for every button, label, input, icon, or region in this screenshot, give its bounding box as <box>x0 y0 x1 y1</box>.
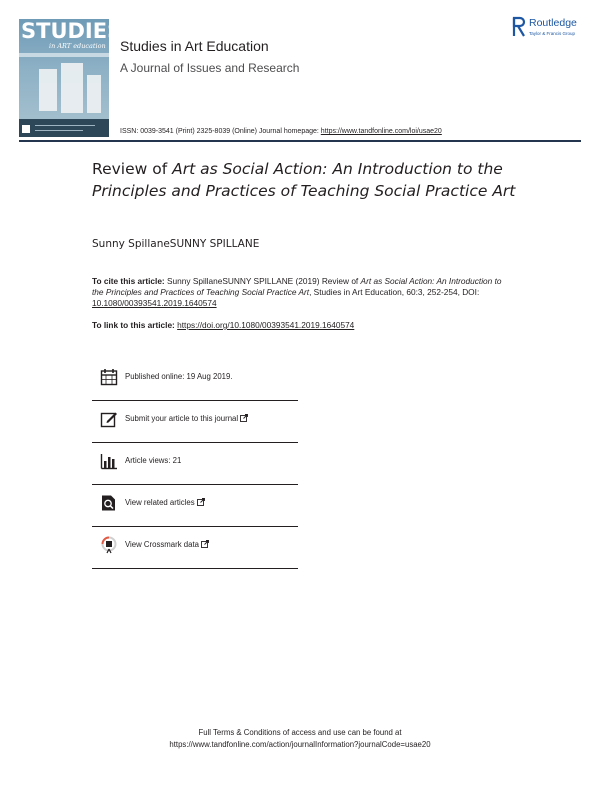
footer-terms-url[interactable]: https://www.tandfonline.com/action/journalInformation?journalCode=usae20 <box>169 740 431 749</box>
issn-line <box>120 128 442 135</box>
external-link-icon <box>240 414 248 422</box>
bar-chart-icon <box>100 452 118 470</box>
journal-subtitle: A Journal of Issues and Research <box>120 61 300 75</box>
citation-text-before: Sunny SpillaneSUNNY SPILLANE (2019) Review of <box>164 276 361 286</box>
publisher-name: Routledge <box>529 17 577 29</box>
journal-title: Studies in Art Education <box>120 38 269 54</box>
submit-article-row[interactable] <box>92 401 298 443</box>
crossmark-icon <box>100 536 118 554</box>
related-articles-row[interactable] <box>92 485 298 527</box>
crossmark-link[interactable]: View Crossmark data <box>125 540 209 549</box>
citation-block <box>92 276 512 309</box>
article-title <box>92 158 532 202</box>
issn-text: ISSN: 0039-3541 (Print) 2325-8039 (Online) Journal homepage: <box>120 128 321 135</box>
cover-band <box>19 53 109 57</box>
publisher-tagline: Taylor & Francis Group <box>529 31 576 36</box>
article-title-prefix: Review of <box>92 160 173 178</box>
citation-text-after: , Studies in Art Education, 60:3, 252-254, DOI: <box>309 287 480 297</box>
published-online-row <box>92 359 298 401</box>
cover-footer <box>19 119 109 137</box>
header-divider <box>19 140 581 142</box>
cover-artwork-panel <box>87 75 101 113</box>
cover-artwork-panel <box>39 69 57 111</box>
journal-cover-image <box>19 19 123 137</box>
submit-article-link[interactable]: Submit your article to this journal <box>125 414 248 423</box>
search-document-icon <box>100 494 118 512</box>
cover-subtitle: in ART education <box>49 42 106 50</box>
footer-terms-text: Full Terms & Conditions of access and use can be found at <box>198 728 402 737</box>
article-doi-url[interactable]: https://doi.org/10.1080/00393541.2019.1640574 <box>177 320 355 330</box>
article-views-row <box>92 443 298 485</box>
routledge-logo-icon <box>512 16 526 38</box>
cover-title: STUDIES <box>21 19 123 43</box>
published-online-text: Published online: 19 Aug 2019. <box>125 372 233 381</box>
edit-icon <box>100 410 118 428</box>
crossmark-row[interactable] <box>92 527 298 569</box>
article-author: Sunny SpillaneSUNNY SPILLANE <box>92 238 260 250</box>
doi-link[interactable]: 10.1080/00393541.2019.1640574 <box>92 298 217 308</box>
page-footer <box>0 727 600 751</box>
article-views-text: Article views: 21 <box>125 456 182 465</box>
cover-artwork-panel <box>61 63 83 113</box>
publisher-logo[interactable] <box>512 16 586 38</box>
calendar-icon <box>100 368 118 386</box>
external-link-icon <box>201 540 209 548</box>
article-metadata-list <box>92 359 298 569</box>
article-link-line <box>92 320 354 330</box>
related-articles-link[interactable]: View related articles <box>125 498 205 507</box>
external-link-icon <box>197 498 205 506</box>
citation-title-italic: Art as Social Action: An Introduction to the Principles and Practices of Teaching Social Practice Art <box>92 276 502 297</box>
article-title-italic: Art as Social Action: An Introduction to the Principles and Practices of Teaching Social Practice Art <box>92 160 516 200</box>
citation-label: To cite this article: <box>92 276 165 286</box>
journal-homepage-link[interactable]: https://www.tandfonline.com/loi/usae20 <box>320 128 442 135</box>
article-link-label: To link to this article: <box>92 320 178 330</box>
